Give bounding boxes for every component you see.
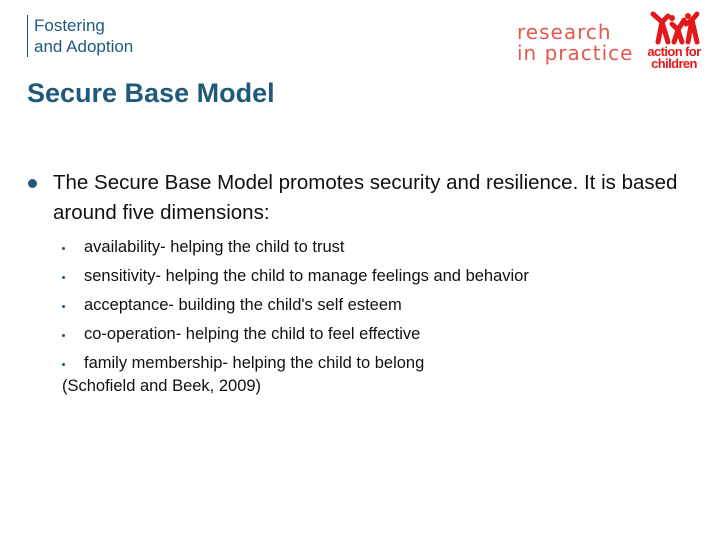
research-in-practice-logo — [517, 22, 633, 64]
main-bullet-text: The Secure Base Model promotes security and resilience. It is based around five dimensions: — [53, 171, 678, 224]
logo-line-1: action for — [647, 44, 701, 59]
logo-line-1: Fostering — [34, 16, 105, 35]
citation: (Schofield and Beek, 2009) — [62, 377, 262, 395]
list-item-text: family membership- helping the child to belong — [84, 354, 425, 372]
main-bullet — [28, 168, 678, 228]
bullet-dot-icon — [62, 276, 65, 279]
logo-line-1: research — [517, 20, 612, 44]
bullet-dot-icon — [62, 305, 65, 308]
logo-line-2: and Adoption — [34, 37, 134, 56]
fostering-adoption-logo — [27, 15, 133, 57]
list-item-text: co-operation- helping the child to feel effective — [84, 325, 421, 343]
list-item-text: acceptance- building the child's self esteem — [84, 296, 402, 314]
slide-title: Secure Base Model — [27, 78, 275, 108]
logo-line-2: children — [651, 56, 697, 71]
logo-line-2: in practice — [517, 41, 634, 65]
list-item-text: sensitivity- helping the child to manage feelings and behavior — [84, 267, 529, 285]
list-item — [60, 291, 529, 320]
action-for-children-logo — [644, 10, 704, 70]
bullet-dot-icon — [28, 179, 37, 188]
bullet-dot-icon — [62, 247, 65, 250]
list-item — [60, 262, 529, 291]
list-item — [60, 233, 529, 262]
dimensions-list — [60, 233, 529, 378]
list-item-text: availability- helping the child to trust — [84, 238, 345, 256]
list-item — [60, 320, 529, 349]
bullet-dot-icon — [62, 334, 65, 337]
children-figures-icon — [648, 10, 700, 46]
bullet-dot-icon — [62, 363, 65, 366]
list-item — [60, 349, 529, 378]
